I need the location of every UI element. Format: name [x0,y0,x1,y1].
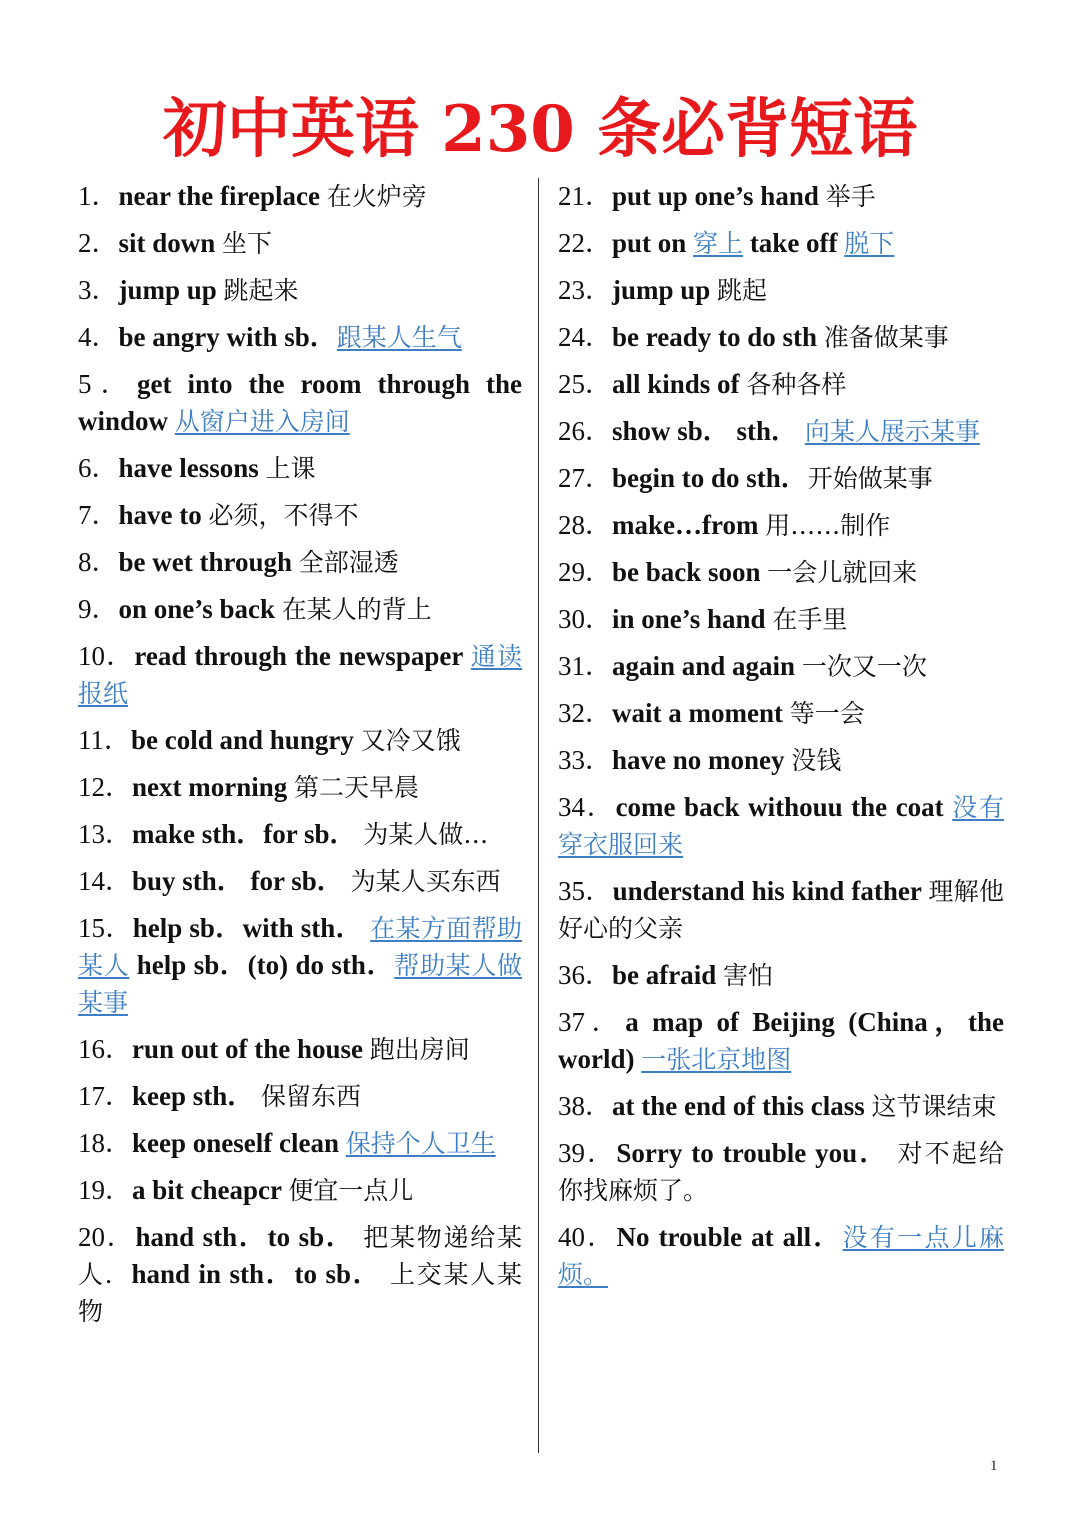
phrase-english: be ready to do sth [612,322,824,352]
phrase-english: hand in sth．to sb． [131,1259,390,1289]
phrase-number: 27． [558,463,612,493]
phrase-english: have no money [612,745,792,775]
phrase-english: make…from [612,510,766,540]
phrase-english: a map of Beijing (China，the world) [558,1007,1004,1074]
phrase-item [78,544,522,581]
left-column [78,178,522,1340]
phrase-item [78,1078,522,1115]
phrase-item [78,497,522,534]
phrase-number: 37． [558,1007,626,1037]
phrase-item [558,225,1004,262]
phrase-english: keep sth． [132,1081,262,1111]
phrase-item [78,450,522,487]
phrase-number: 20． [78,1222,136,1252]
phrase-item [558,413,1004,450]
phrase-number: 11． [78,725,131,755]
phrase-number: 22． [558,228,612,258]
phrase-item [78,1172,522,1209]
phrase-chinese-link[interactable]: 脱下 [844,229,895,258]
phrase-item [558,1088,1004,1125]
phrase-english: keep oneself clean [132,1128,346,1158]
phrase-number: 24． [558,322,612,352]
phrase-english: understand his kind father [612,876,929,906]
phrase-item [558,873,1004,947]
phrase-chinese-link[interactable]: 穿上 [693,229,744,258]
phrase-chinese-link[interactable]: 一张北京地图 [641,1045,792,1074]
phrase-number: 35． [558,876,613,906]
phrase-english: on one’s back [118,594,282,624]
phrase-english: all kinds of [612,369,747,399]
phrase-chinese: 准备做某事 [823,323,949,352]
phrase-number: 13． [78,819,132,849]
phrase-english: wait a moment [612,698,790,728]
phrase-chinese: 在某人的背上 [281,595,432,624]
phrase-english: have lessons [118,453,266,483]
phrase-chinese: 害怕 [723,961,774,990]
phrase-item [78,1031,522,1068]
phrase-english: read through the newspaper [134,641,471,671]
phrase-item [558,319,1004,356]
phrase-chinese: 跳起 [717,276,768,305]
phrase-item [558,272,1004,309]
phrase-chinese: 上课 [265,454,316,483]
phrase-chinese-link[interactable]: 在某方面帮助某人 [78,914,522,980]
phrase-number: 23． [558,275,612,305]
phrase-number: 10． [78,641,135,671]
phrase-english: show sb． sth． [612,416,805,446]
phrase-number: 25． [558,369,612,399]
phrase-number: 8． [78,547,119,577]
phrase-number: 9． [78,594,119,624]
phrase-number: 29． [558,557,612,587]
right-column [558,178,1004,1303]
phrase-item [558,507,1004,544]
phrase-chinese: 为某人买东西 [350,867,501,896]
phrase-english: hand sth．to sb． [135,1222,364,1252]
phrase-english: get into the room through the window [78,369,522,436]
phrase-chinese-link[interactable]: 向某人展示某事 [804,417,980,446]
phrase-chinese: 保留东西 [261,1082,362,1111]
phrase-number: 32． [558,698,612,728]
phrase-chinese: 开始做某事 [807,464,933,493]
phrase-english: make sth．for sb． [132,819,364,849]
phrase-english: sit down [118,228,223,258]
phrase-chinese: 又冷又饿 [360,726,461,755]
phrase-number: 31． [558,651,612,681]
phrase-chinese: 举手 [825,182,876,211]
phrase-english: be back soon [612,557,768,587]
phrase-number: 21． [558,181,612,211]
phrase-number: 34． [558,792,616,822]
phrase-item [78,816,522,853]
phrase-number: 16． [78,1034,132,1064]
phrase-chinese-link[interactable]: 没有穿衣服回来 [558,793,1004,859]
phrase-item [78,1125,522,1162]
phrase-english: next morning [132,772,294,802]
phrase-english: again and again [612,651,802,681]
phrase-english: have to [118,500,209,530]
phrase-item [78,225,522,262]
phrase-chinese: 对不起给你找麻烦了。 [558,1139,1005,1205]
phrase-number: 3． [78,275,119,305]
phrase-number: 14． [78,866,132,896]
phrase-number: 33． [558,745,612,775]
page-number: 1 [990,1458,998,1474]
phrase-chinese: 一会儿就回来 [767,558,918,587]
phrase-chinese: 坐下 [222,229,273,258]
phrase-item [558,957,1004,994]
phrase-english: put on [612,228,694,258]
phrase-number: 15． [78,913,133,943]
phrase-english: run out of the house [132,1034,370,1064]
phrase-number: 12． [78,772,132,802]
phrase-item [558,601,1004,638]
phrase-chinese: 跳起来 [223,276,299,305]
phrase-number: 39． [558,1138,617,1168]
phrase-chinese: 跑出房间 [369,1035,470,1064]
phrase-english: be cold and hungry [131,725,361,755]
phrase-chinese: 在手里 [772,605,848,634]
phrase-item [78,1219,522,1330]
phrase-english: buy sth． for sb． [132,866,351,896]
phrase-english: take off [743,228,845,258]
phrase-number: 7． [78,500,119,530]
phrase-chinese: 第二天早晨 [294,773,420,802]
phrase-item [558,695,1004,732]
phrase-english: put up one’s hand [612,181,826,211]
phrase-number: 19． [78,1175,132,1205]
phrase-item [558,648,1004,685]
phrase-english: at the end of this class [612,1091,872,1121]
phrase-number: 2． [78,228,119,258]
phrase-chinese: 为某人做… [363,820,489,849]
phrase-item [558,366,1004,403]
phrase-chinese: 这节课结束 [871,1092,997,1121]
phrase-english: be angry with sb． [118,322,337,352]
phrase-item [78,178,522,215]
phrase-item [558,789,1004,863]
phrase-english: Sorry to trouble you． [616,1138,898,1168]
phrase-chinese: 一次又一次 [801,652,927,681]
phrase-item [78,591,522,628]
phrase-chinese: 各种各样 [746,370,847,399]
phrase-english: No trouble at all． [616,1222,843,1252]
phrase-english: jump up [612,275,718,305]
phrase-chinese-link[interactable]: 保持个人卫生 [345,1129,496,1158]
phrase-item [558,554,1004,591]
phrase-item [78,638,522,712]
phrase-chinese: 全部湿透 [298,548,399,577]
phrase-chinese: 在火炉旁 [326,182,427,211]
phrase-number: 30． [558,604,612,634]
phrase-item [558,460,1004,497]
phrase-item [78,319,522,356]
phrase-chinese-link[interactable]: 通读报纸 [78,642,523,708]
phrase-english: be wet through [118,547,299,577]
phrase-item [78,272,522,309]
phrase-item [78,366,522,440]
phrase-item [558,178,1004,215]
phrase-item [558,1219,1004,1293]
phrase-chinese-link[interactable]: 从窗户进入房间 [174,407,350,436]
phrase-chinese-link[interactable]: 跟某人生气 [336,323,462,352]
phrase-english: near the fireplace [118,181,327,211]
phrase-chinese: 等一会 [789,699,865,728]
phrase-item [558,1004,1004,1078]
phrase-item [78,722,522,759]
phrase-number: 6． [78,453,119,483]
phrase-english: help sb．(to) do sth． [129,950,395,980]
phrase-number: 28． [558,510,612,540]
phrase-chinese: 用……制作 [765,511,891,540]
phrase-english: a bit cheapcr [132,1175,289,1205]
page-title: 初中英语 230 条必背短语 [162,92,918,167]
phrase-number: 1． [78,181,119,211]
phrase-english: in one’s hand [612,604,773,634]
phrase-number: 26． [558,416,612,446]
phrase-chinese-link[interactable]: 没有一点儿麻烦。 [558,1223,1005,1289]
phrase-number: 36． [558,960,612,990]
phrase-number: 18． [78,1128,132,1158]
phrase-number: 5． [78,369,137,399]
phrase-english: be afraid [612,960,723,990]
phrase-item [78,769,522,806]
phrase-english: help sb．with sth． [132,913,371,943]
phrase-item [78,863,522,900]
phrase-chinese-link[interactable]: 帮助某人做某事 [78,951,522,1017]
column-divider [538,178,539,1453]
phrase-number: 38． [558,1091,612,1121]
phrase-number: 40． [558,1222,617,1252]
phrase-english: come back withouu the coat [615,792,953,822]
phrase-chinese: 理解他好心的父亲 [558,877,1004,943]
phrase-item [78,910,522,1021]
phrase-chinese: 把某物递给某人． [78,1223,522,1289]
phrase-english: jump up [118,275,224,305]
phrase-chinese: 上交某人某物 [78,1260,522,1326]
phrase-chinese: 没钱 [791,746,842,775]
phrase-english: begin to do sth． [612,463,808,493]
phrase-item [558,742,1004,779]
phrase-item [558,1135,1004,1209]
phrase-number: 17． [78,1081,132,1111]
phrase-chinese: 必须，不得不 [208,501,359,530]
phrase-chinese: 便宜一点儿 [288,1176,414,1205]
phrase-number: 4． [78,322,119,352]
